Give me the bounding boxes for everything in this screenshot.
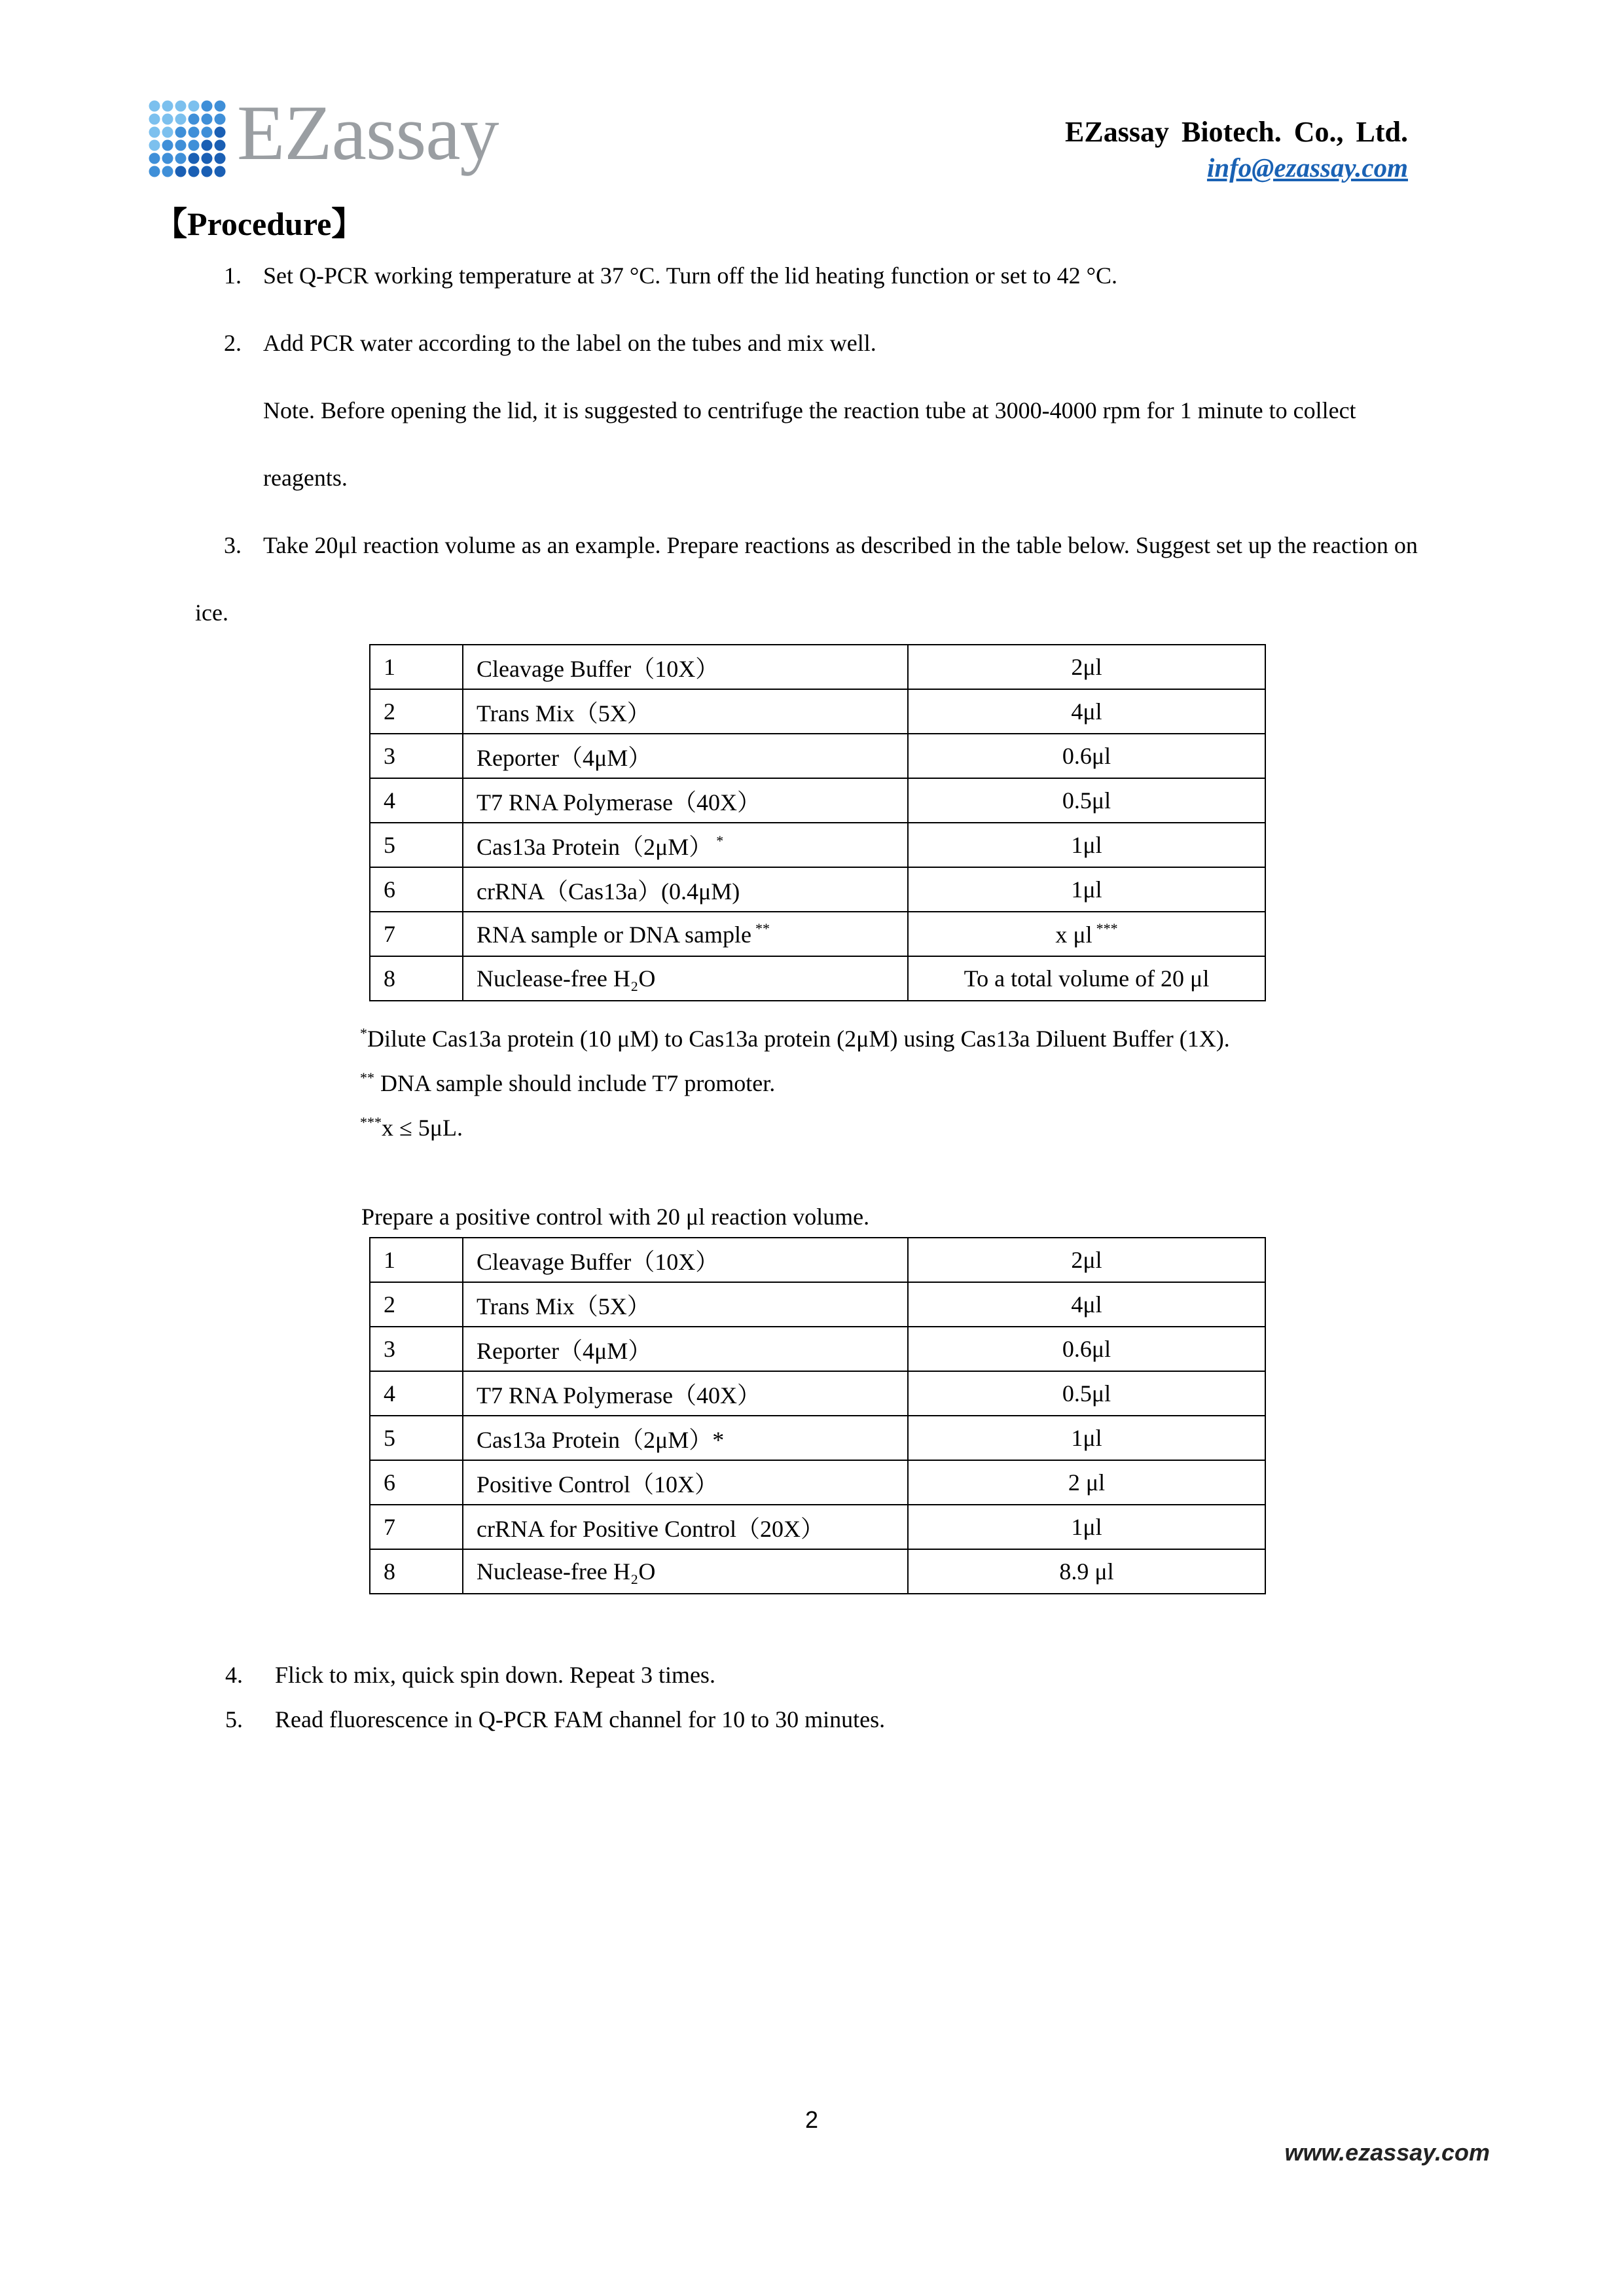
reagent-cell — [463, 734, 908, 778]
step-5-text: Read fluorescence in Q-PCR FAM channel for 10 to 30 minutes. — [275, 1706, 886, 1732]
reagent-cell — [463, 1416, 908, 1460]
volume-value: 0.5μl — [1062, 787, 1111, 814]
reagent-name: Trans Mix（5X） — [477, 700, 651, 726]
note-3-text: x ≤ 5μL. — [382, 1115, 463, 1141]
reagent-name: crRNA for Positive Control（20X） — [477, 1515, 824, 1542]
volume-value: To a total volume of 20 μl — [964, 965, 1210, 992]
step-1-number: 1. — [224, 262, 242, 289]
volume-cell — [908, 645, 1265, 689]
positive-control-table — [369, 1237, 1266, 1594]
page-number: 2 — [805, 2106, 819, 2133]
table-row — [370, 1327, 1265, 1371]
step-3-number: 3. — [224, 532, 242, 558]
reagent-cell — [463, 867, 908, 912]
email-link[interactable]: info@ezassay.com — [1206, 152, 1408, 183]
table-row — [370, 1282, 1265, 1327]
volume-cell — [908, 956, 1265, 1001]
company-name: EZassay Biotech. Co., Ltd. — [1065, 116, 1408, 148]
volume-cell — [908, 1505, 1265, 1549]
website-url[interactable]: www.ezassay.com — [1284, 2139, 1490, 2166]
volume-cell — [908, 1416, 1265, 1460]
table-row — [370, 734, 1265, 778]
reagent-cell — [463, 1282, 908, 1327]
reagent-cell — [463, 1505, 908, 1549]
reagent-cell — [463, 689, 908, 734]
reagent-name: crRNA（Cas13a）(0.4μM) — [477, 878, 740, 905]
row-number-cell: 5 — [370, 823, 463, 867]
volume-value: 0.5μl — [1062, 1380, 1111, 1407]
positive-control-intro: Prepare a positive control with 20 μl reaction volume. — [361, 1204, 870, 1230]
row-number-cell: 4 — [370, 778, 463, 823]
row-number-cell: 2 — [370, 1282, 463, 1327]
note-3-mark: *** — [360, 1114, 382, 1130]
reagent-name: Cas13a Protein（2μM） — [477, 833, 713, 860]
volume-cell — [908, 778, 1265, 823]
volume-value: 1μl — [1071, 1514, 1102, 1540]
reagent-cell — [463, 956, 908, 1001]
reagent-cell — [463, 912, 908, 956]
table-row — [370, 956, 1265, 1001]
reaction-table-body — [370, 645, 1265, 1001]
volume-value: 4μl — [1071, 1291, 1102, 1318]
reagent-name: Nuclease-free H₂O — [477, 1558, 656, 1585]
row-number-cell: 7 — [370, 912, 463, 956]
reagent-cell — [463, 1238, 908, 1282]
volume-value: 4μl — [1071, 698, 1102, 725]
volume-value: 8.9 μl — [1059, 1558, 1114, 1585]
volume-cell — [908, 1371, 1265, 1416]
table-row — [370, 1416, 1265, 1460]
company-logo — [148, 89, 541, 188]
reagent-name: RNA sample or DNA sample — [477, 921, 751, 948]
volume-value: 1μl — [1071, 832, 1102, 858]
section-title: 【Procedure】 — [154, 206, 365, 242]
reagent-name: Reporter（4μM） — [477, 1337, 652, 1364]
positive-control-table-body — [370, 1238, 1265, 1594]
step-2-number: 2. — [224, 330, 242, 356]
row-number-cell: 2 — [370, 689, 463, 734]
volume-cell — [908, 867, 1265, 912]
table-row — [370, 778, 1265, 823]
table-row — [370, 867, 1265, 912]
row-number-cell: 8 — [370, 1549, 463, 1594]
step-4-text: Flick to mix, quick spin down. Repeat 3 times. — [275, 1662, 715, 1688]
row-number-cell: 6 — [370, 867, 463, 912]
step-2-text: Add PCR water according to the label on the tubes and mix well. — [263, 330, 876, 356]
table-row — [370, 1549, 1265, 1594]
table-note-1 — [360, 1025, 1230, 1052]
volume-value: 1μl — [1071, 876, 1102, 903]
step-5-number: 5. — [225, 1706, 243, 1732]
footnote-mark: *** — [1096, 920, 1118, 937]
footnote-mark: ** — [755, 920, 770, 937]
volume-value: 2μl — [1071, 654, 1102, 680]
step-4-number: 4. — [225, 1662, 243, 1688]
table-row — [370, 689, 1265, 734]
reagent-cell — [463, 1460, 908, 1505]
reagent-name: Reporter（4μM） — [477, 744, 652, 771]
note-2-mark: ** — [360, 1069, 374, 1086]
reagent-name: Cleavage Buffer（10X） — [477, 1248, 719, 1275]
note-1-mark: * — [360, 1025, 367, 1041]
row-number-cell: 1 — [370, 645, 463, 689]
volume-cell — [908, 823, 1265, 867]
table-note-2 — [360, 1069, 775, 1097]
volume-cell — [908, 1460, 1265, 1505]
reagent-cell — [463, 1327, 908, 1371]
volume-value: 0.6μl — [1062, 1336, 1111, 1362]
step-1-text: Set Q-PCR working temperature at 37 °C. Turn off the lid heating function or set to 42 °C. — [263, 262, 1117, 289]
step-3-text: Take 20μl reaction volume as an example. Prepare reactions as described in the table below. Suggest set up the reaction on — [263, 532, 1418, 558]
logo-wordmark: EZassay — [237, 89, 499, 176]
row-number-cell: 3 — [370, 1327, 463, 1371]
table-row — [370, 1371, 1265, 1416]
row-number-cell: 5 — [370, 1416, 463, 1460]
table-row — [370, 823, 1265, 867]
row-number-cell: 7 — [370, 1505, 463, 1549]
table-row — [370, 645, 1265, 689]
row-number-cell: 3 — [370, 734, 463, 778]
table-row — [370, 1460, 1265, 1505]
reagent-name: Nuclease-free H₂O — [477, 965, 656, 992]
logo-dot-grid-icon — [148, 99, 226, 178]
volume-cell — [908, 1238, 1265, 1282]
row-number-cell: 4 — [370, 1371, 463, 1416]
reagent-name: Positive Control（10X） — [477, 1471, 719, 1498]
volume-cell — [908, 1549, 1265, 1594]
note-1-text: Dilute Cas13a protein (10 μM) to Cas13a protein (2μM) using Cas13a Diluent Buffer (1X). — [367, 1026, 1230, 1052]
reagent-name: T7 RNA Polymerase（40X） — [477, 1382, 761, 1408]
volume-cell — [908, 1282, 1265, 1327]
reagent-name: Cleavage Buffer（10X） — [477, 655, 719, 682]
reagent-name: Cas13a Protein（2μM）* — [477, 1426, 725, 1453]
volume-value: 2μl — [1071, 1247, 1102, 1273]
volume-cell — [908, 912, 1265, 956]
table-row — [370, 912, 1265, 956]
volume-cell — [908, 689, 1265, 734]
reagent-name: Trans Mix（5X） — [477, 1293, 651, 1319]
table-row — [370, 1505, 1265, 1549]
row-number-cell: 1 — [370, 1238, 463, 1282]
footnote-mark: * — [716, 832, 724, 849]
row-number-cell: 6 — [370, 1460, 463, 1505]
reagent-name: T7 RNA Polymerase（40X） — [477, 789, 761, 816]
step-3-text-continued: ice. — [195, 600, 228, 626]
step-2-note-line-1: Note. Before opening the lid, it is suggested to centrifuge the reaction tube at 3000-4000 rpm for 1 minute to collect — [263, 397, 1356, 423]
reagent-cell — [463, 778, 908, 823]
row-number-cell: 8 — [370, 956, 463, 1001]
volume-value: x μl — [1055, 921, 1092, 948]
step-2-note-line-2: reagents. — [263, 465, 348, 491]
reagent-cell — [463, 645, 908, 689]
reaction-table — [369, 644, 1266, 1001]
volume-value: 0.6μl — [1062, 743, 1111, 769]
table-note-3 — [360, 1114, 463, 1141]
volume-value: 2 μl — [1068, 1469, 1106, 1496]
reagent-cell — [463, 823, 908, 867]
table-row — [370, 1238, 1265, 1282]
volume-cell — [908, 734, 1265, 778]
volume-cell — [908, 1327, 1265, 1371]
note-2-text: DNA sample should include T7 promoter. — [374, 1070, 776, 1096]
volume-value: 1μl — [1071, 1425, 1102, 1451]
reagent-cell — [463, 1549, 908, 1594]
reagent-cell — [463, 1371, 908, 1416]
